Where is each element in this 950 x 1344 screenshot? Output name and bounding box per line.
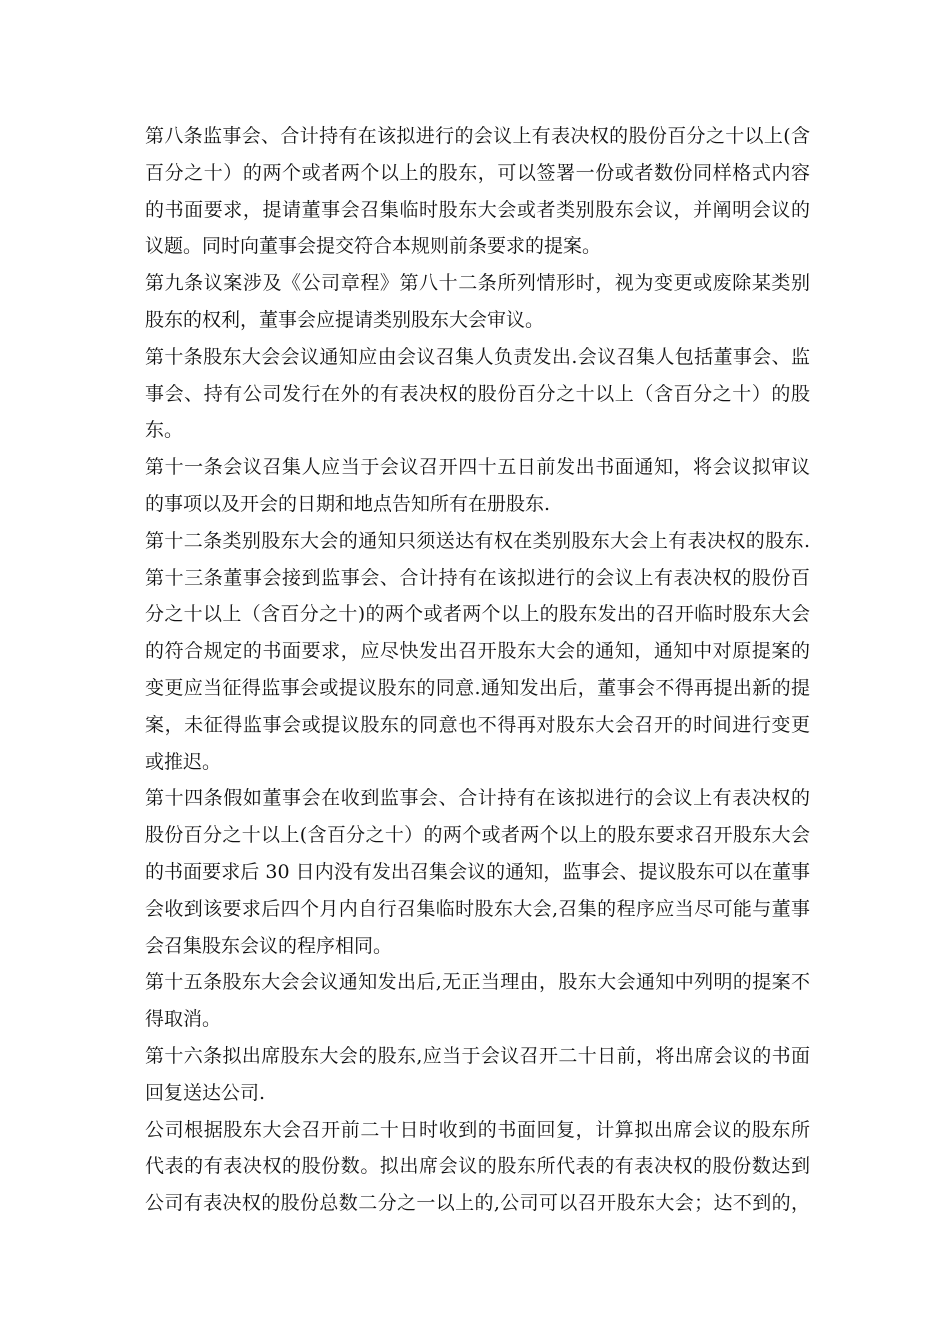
document-body: [145, 118, 810, 1222]
text-line: 股份百分之十以上(含百分之十）的两个或者两个以上的股东要求召开股东大会: [145, 824, 810, 847]
text-line: 公司有表决权的股份总数二分之一以上的,公司可以召开股东大会；达不到的，: [145, 1192, 810, 1215]
text-line: 第十四条假如董事会在收到监事会、合计持有在该拟进行的会议上有表决权的: [145, 787, 810, 810]
text-line: 回复送达公司.: [145, 1081, 266, 1104]
text-line: 公司根据股东大会召开前二十日时收到的书面回复，计算拟出席会议的股东所: [145, 1118, 810, 1141]
text-line: 会召集股东会议的程序相同。: [145, 934, 393, 957]
text-line: 的事项以及开会的日期和地点告知所有在册股东.: [145, 492, 551, 515]
text-line: 第九条议案涉及《公司章程》第八十二条所列情形时，视为变更或废除某类别: [145, 272, 810, 295]
text-line: 第十条股东大会会议通知应由会议召集人负责发出.会议召集人包括董事会、监: [145, 345, 810, 368]
text-line: 的书面要求后 30 日内没有发出召集会议的通知，监事会、提议股东可以在董事: [145, 860, 810, 883]
text-line: 分之十以上（含百分之十)的两个或者两个以上的股东发出的召开临时股东大会: [145, 603, 810, 626]
text-line: 变更应当征得监事会或提议股东的同意.通知发出后，董事会不得再提出新的提: [145, 676, 810, 699]
text-line: 第八条监事会、合计持有在该拟进行的会议上有表决权的股份百分之十以上(含: [145, 125, 810, 147]
text-line: 股东的权利，董事会应提请类别股东大会审议。: [145, 308, 545, 331]
text-line: 代表的有表决权的股份数。拟出席会议的股东所代表的有表决权的股份数达到: [145, 1155, 810, 1178]
text-line: 第十一条会议召集人应当于会议召开四十五日前发出书面通知，将会议拟审议: [145, 456, 810, 479]
text-line: 或推迟。: [145, 750, 222, 773]
text-line: 的书面要求，提请董事会召集临时股东大会或者类别股东会议，并阐明会议的: [145, 198, 810, 221]
text-line: 议题。同时向董事会提交符合本规则前条要求的提案。: [145, 235, 602, 258]
text-line: 第十五条股东大会会议通知发出后,无正当理由，股东大会通知中列明的提案不: [145, 971, 810, 994]
text-line: 案，未征得监事会或提议股东的同意也不得再对股东大会召开的时间进行变更: [145, 713, 810, 736]
text-line: 会收到该要求后四个月内自行召集临时股东大会,召集的程序应当尽可能与董事: [145, 897, 810, 920]
text-line: 东。: [145, 419, 184, 442]
text-line: 第十三条董事会接到监事会、合计持有在该拟进行的会议上有表决权的股份百: [145, 566, 810, 589]
text-line: 第十二条类别股东大会的通知只须送达有权在类别股东大会上有表决权的股东.: [145, 529, 810, 552]
text-line: 的符合规定的书面要求，应尽快发出召开股东大会的通知，通知中对原提案的: [145, 640, 810, 663]
text-line: 第十六条拟出席股东大会的股东,应当于会议召开二十日前，将出席会议的书面: [145, 1044, 810, 1067]
text-line: 得取消。: [145, 1008, 222, 1031]
text-line: 事会、持有公司发行在外的有表决权的股份百分之十以上（含百分之十）的股: [145, 382, 810, 405]
text-line: 百分之十）的两个或者两个以上的股东，可以签署一份或者数份同样格式内容: [145, 161, 810, 184]
